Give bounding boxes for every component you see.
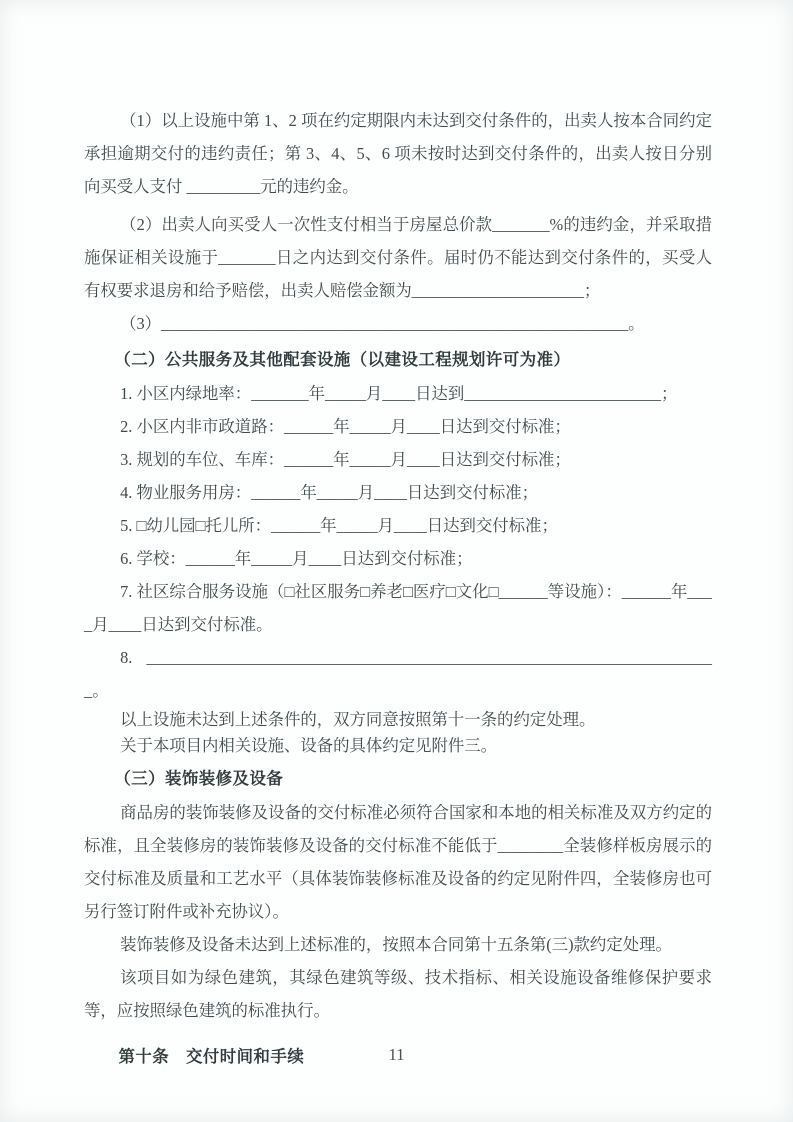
article-ten-heading: 第十条 交付时间和手续 — [118, 1048, 305, 1066]
item-property-service-rooms: 4. 物业服务用房：______年_____月____日达到交付标准； — [120, 483, 539, 502]
violation-clause-1: （1）以上设施中第 1、2 项在约定期限内未达到交付条件的，出卖人按本合同约定承担逾期交付的违约责任；第 3、4、5、6 项未按时达到交付条件的，出卖人按日分别向买受人支付 _________元的违约金。 — [84, 111, 712, 196]
item-parking-garage: 3. 规划的车位、车库：______年_____月____日达到交付标准； — [120, 450, 571, 469]
decoration-standard-paragraph: 商品房的装饰装修及设备的交付标准必须符合国家和本地的相关标准及双方约定的标准，且全装修房的装饰装修及设备的交付标准不能低于________全装修样板房展示的交付标准及质量和工艺水平（具体装饰装修标准及设备的约定见附件四，全装修房也可另行签订附件或补充协议）。 — [84, 803, 712, 921]
item-green-space-ratio: 1. 小区内绿地率：_______年_____月____日达到________________________； — [120, 384, 678, 403]
item-community-facilities: 7. 社区综合服务设施（□社区服务□养老□医疗□文化□______等设施）：______年____月____日达到交付标准。 — [84, 582, 712, 634]
section-heading-decoration: （三）装饰装修及设备 — [114, 770, 284, 788]
green-building-paragraph: 该项目如为绿色建筑，其绿色建筑等级、技术指标、相关设施设备维修保护要求等，应按照绿色建筑的标准执行。 — [84, 968, 712, 1020]
item-non-municipal-roads: 2. 小区内非市政道路：______年_____月____日达到交付标准； — [120, 417, 571, 436]
item-kindergarten-nursery: 5. □幼儿园□托儿所：______年_____月____日达到交付标准； — [120, 516, 558, 535]
decoration-breach-paragraph: 装饰装修及设备未达到上述标准的，按照本合同第十五条第(三)款约定处理。 — [120, 935, 672, 954]
item-school: 6. 学校：______年_____月____日达到交付标准； — [120, 549, 473, 568]
violation-clause-2: （2）出卖人向买受人一次性支付相当于房屋总价款_______%的违约金，并采取措施保证相关设施于_______日之内达到交付条件。届时仍不能达到交付条件的，买受人有权要求退房和给予赔偿，出卖人赔偿金额为_____________________； — [84, 215, 712, 300]
section-heading-public-services: （二）公共服务及其他配套设施（以建设工程规划许可为准） — [114, 351, 571, 369]
note-unmet-conditions: 以上设施未达到上述条件的，双方同意按照第十一条的约定处理。 — [120, 710, 596, 729]
page-number: 11 — [388, 1045, 405, 1064]
violation-clause-3-blank: （3）_________________________________________________________。 — [120, 314, 645, 333]
note-attachment-three: 关于本项目内相关设施、设备的具体约定见附件三。 — [120, 736, 498, 755]
item-other-blank: 8. ______________________________________________________________________。 — [84, 648, 712, 700]
document-body — [84, 104, 712, 1074]
